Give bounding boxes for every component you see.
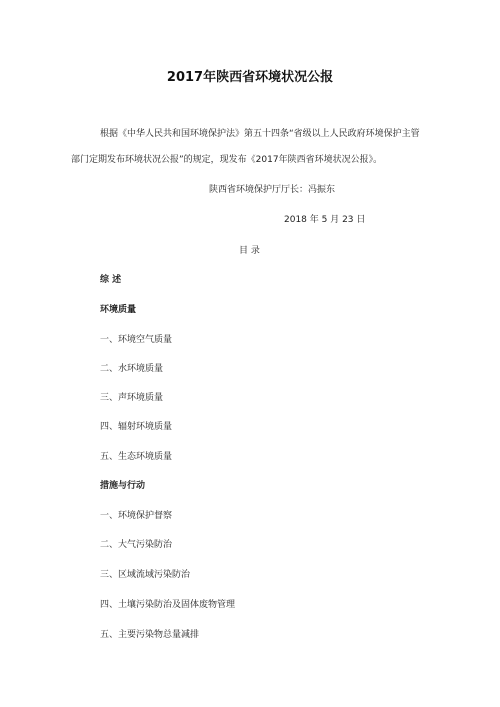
toc-item-supervision: 一、环境保护督察 [100, 511, 173, 521]
toc-item-water-quality: 二、水环境质量 [100, 364, 164, 374]
toc-item-air-quality: 一、环境空气质量 [100, 335, 173, 345]
toc-item-soil-pollution: 四、土壤污染防治及固体废物管理 [100, 600, 236, 610]
toc-title: 目 录 [239, 246, 260, 256]
toc-heading-measures: 措施与行动 [100, 481, 146, 491]
intro-line-2: 部门定期发布环境状况公报”的规定，现发布《2017年陕西省环境状况公报》。 [71, 155, 383, 165]
intro-line-1: 根据《中华人民共和国环境保护法》第五十四条“省级以上人民政府环境保护主管 [100, 129, 420, 139]
toc-item-sound-quality: 三、声环境质量 [100, 393, 164, 403]
signature-line: 陕西省环境保护厅厅长：冯振东 [209, 185, 336, 195]
toc-heading-environment-quality: 环境质量 [100, 305, 137, 315]
date-line: 2018 年 5 月 23 日 [284, 215, 366, 225]
toc-item-emission-reduction: 五、主要污染物总量减排 [100, 630, 200, 640]
toc-item-radiation-quality: 四、辐射环境质量 [100, 422, 173, 432]
toc-item-air-pollution: 二、大气污染防治 [100, 540, 173, 550]
toc-item-ecology-quality: 五、生态环境质量 [100, 452, 173, 462]
toc-heading-overview: 综 述 [100, 275, 122, 285]
toc-item-regional-pollution: 三、区域流域污染防治 [100, 570, 191, 580]
document-title: 2017年陕西省环境状况公报 [166, 70, 334, 85]
